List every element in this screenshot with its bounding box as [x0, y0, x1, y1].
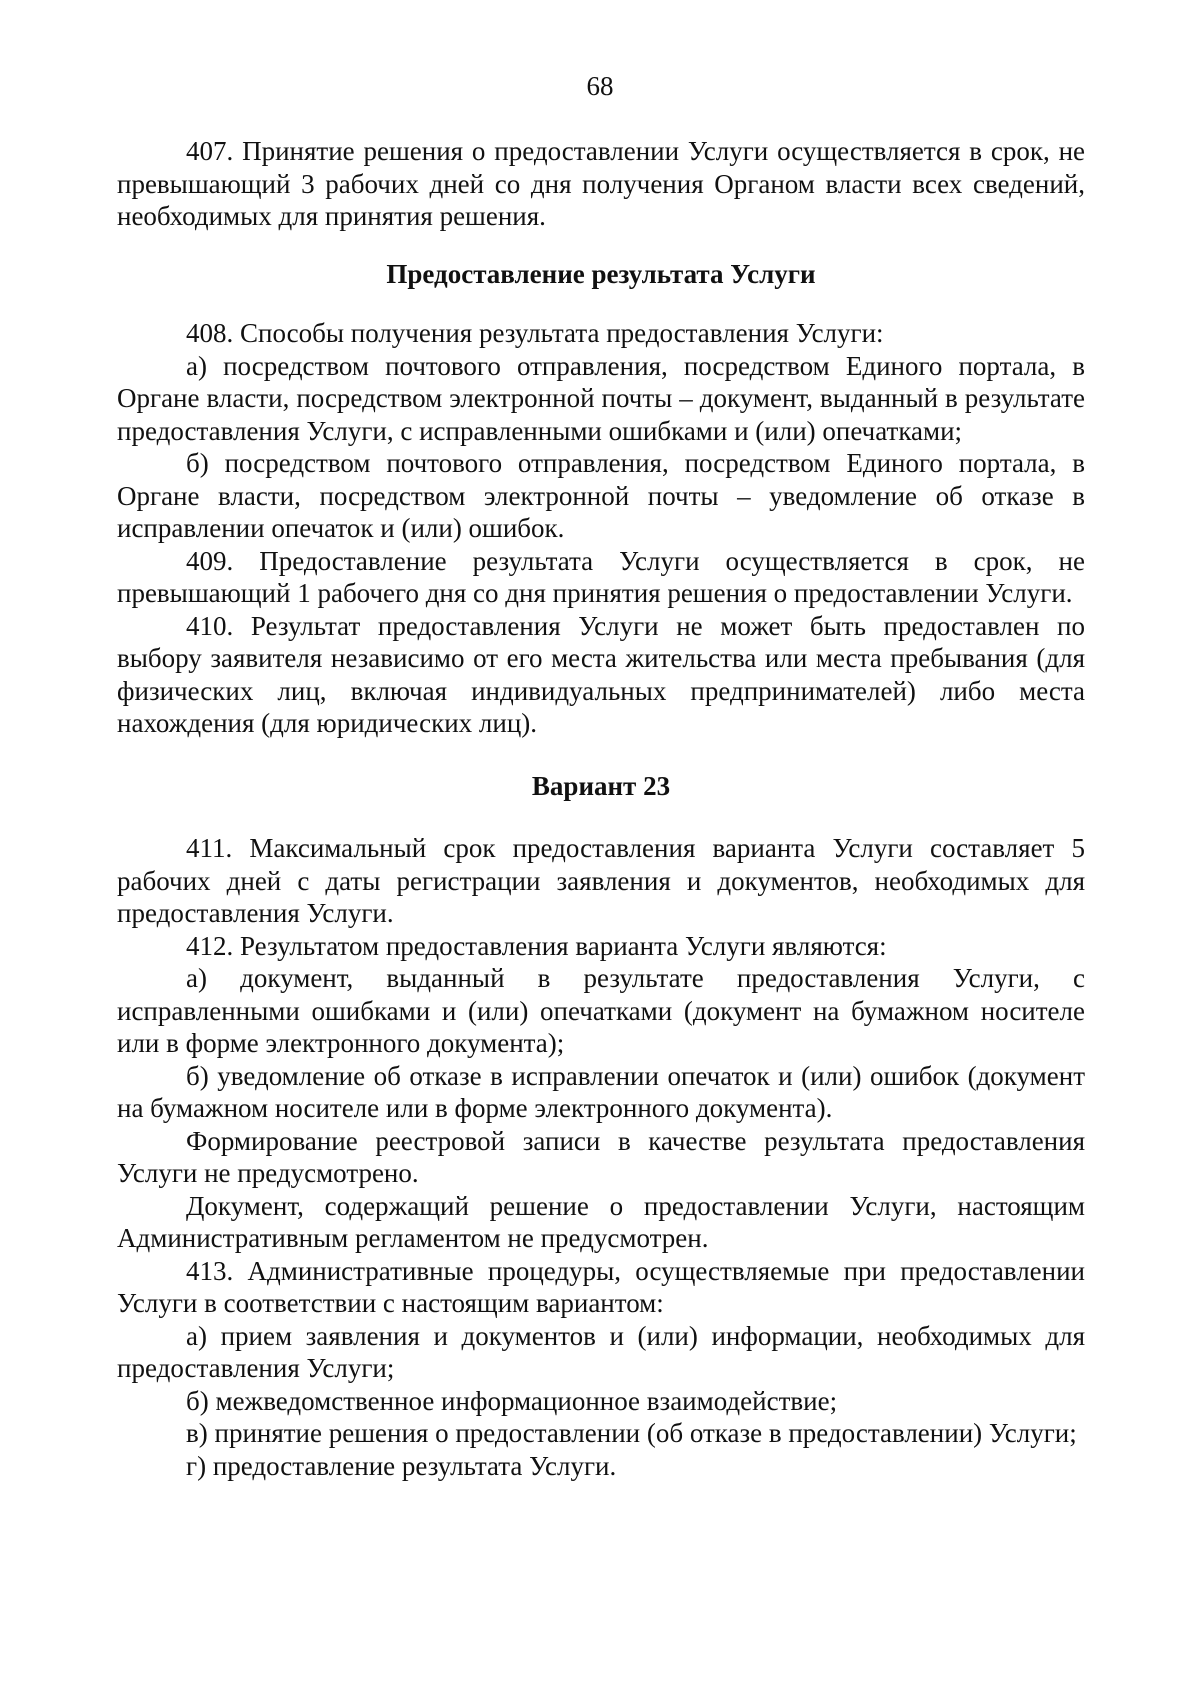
paragraph-407: 407. Принятие решения о предоставлении Услуги осуществляется в срок, не превышающий 3 рабочих дней со дня получения Органом власти всех сведений, необходимых для принятия решения.: [117, 136, 1085, 231]
paragraph-408: 408. Способы получения результата предоставления Услуги:: [186, 318, 884, 348]
paragraph-412-a: а) документ, выданный в результате предоставления Услуги, с исправленными ошибками и (или) опечатками (документ на бумажном носителе или в форме электронного документа);: [117, 963, 1085, 1058]
paragraph-413-a: а) прием заявления и документов и (или) информации, необходимых для предоставления Услуги;: [117, 1320, 1085, 1383]
paragraph-409: 409. Предоставление результата Услуги осуществляется в срок, не превышающий 1 рабочего дня со дня принятия решения о предоставлении Услуги.: [117, 545, 1085, 608]
paragraph-410: 410. Результат предоставления Услуги не может быть предоставлен по выбору заявителя независимо от его места жительства или места пребывания (для физических лиц, включая индивидуальных предпринимателей) либо места нахождения (для юридических лиц).: [117, 610, 1085, 738]
paragraph-408-b: б) посредством почтового отправления, посредством Единого портала, в Органе власти, посредством электронной почты – уведомление об отказе в исправлении опечаток и (или) ошибок.: [117, 448, 1085, 543]
paragraph-412: 412. Результатом предоставления варианта Услуги являются:: [186, 930, 887, 961]
page-number: 68: [586, 71, 614, 101]
paragraph-413-g: г) предоставление результата Услуги.: [186, 1450, 617, 1481]
section-heading-result: Предоставление результата Услуги: [386, 258, 816, 289]
paragraph-412-b: б) уведомление об отказе в исправлении опечаток и (или) ошибок (документ на бумажном носителе или в форме электронного документа).: [117, 1060, 1085, 1123]
paragraph-413-b: б) межведомственное информационное взаимодействие;: [186, 1385, 838, 1416]
paragraph-registry-note: Формирование реестровой записи в качестве результата предоставления Услуги не предусмотрено.: [117, 1125, 1085, 1188]
paragraph-408-a: а) посредством почтового отправления, посредством Единого портала, в Органе власти, посредством электронной почты – документ, выданный в результате предоставления Услуги, с исправленными ошибками и (или) опечатками;: [117, 350, 1085, 446]
paragraph-413: 413. Административные процедуры, осуществляемые при предоставлении Услуги в соответствии с настоящим вариантом:: [117, 1255, 1085, 1318]
paragraph-411: 411. Максимальный срок предоставления варианта Услуги составляет 5 рабочих дней с даты регистрации заявления и документов, необходимых для предоставления Услуги.: [117, 833, 1085, 928]
section-heading-variant: Вариант 23: [531, 770, 671, 801]
paragraph-decision-document: Документ, содержащий решение о предоставлении Услуги, настоящим Административным регламентом не предусмотрен.: [117, 1190, 1085, 1253]
paragraph-413-v: в) принятие решения о предоставлении (об отказе в предоставлении) Услуги;: [186, 1418, 1077, 1448]
document-body: [117, 135, 1085, 1482]
